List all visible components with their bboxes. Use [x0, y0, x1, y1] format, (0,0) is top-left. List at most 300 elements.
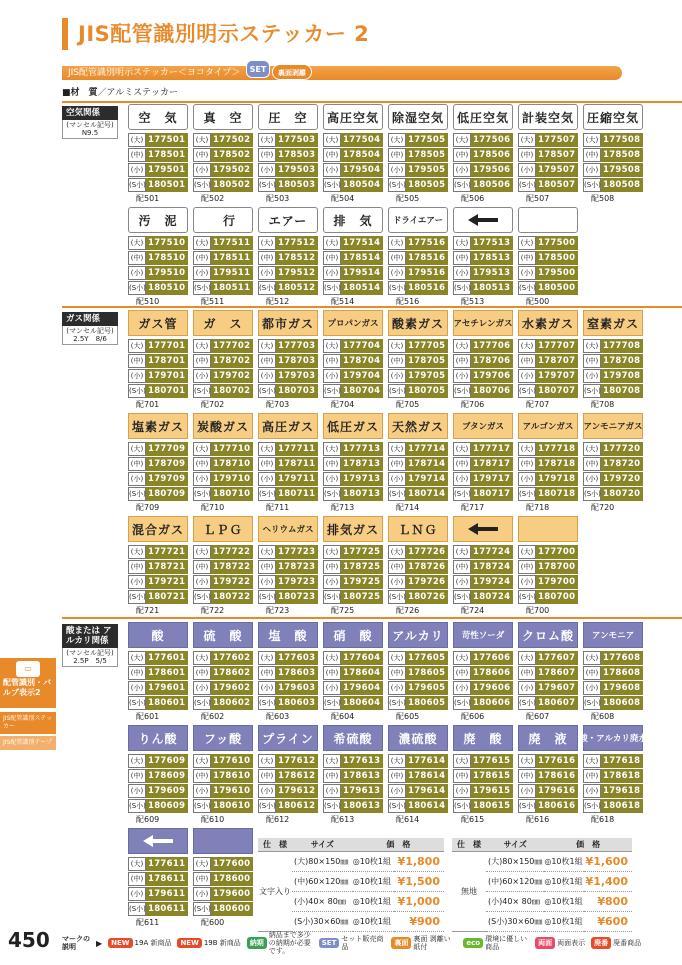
- sticker-item[interactable]: [388, 413, 448, 513]
- code-row: [323, 457, 383, 471]
- sticker-item[interactable]: [323, 104, 383, 204]
- product-code: 179702: [211, 369, 253, 383]
- size-label: (S小): [518, 178, 536, 192]
- sticker-item[interactable]: [453, 516, 513, 616]
- code-row: [258, 666, 318, 680]
- code-list: [583, 442, 643, 501]
- size-label: (中): [388, 251, 406, 265]
- qty-cell: ◎10枚1組: [544, 891, 584, 911]
- sticker-label: 低圧空気: [456, 110, 509, 125]
- code-row: [518, 681, 578, 695]
- hai-code: 配513: [461, 297, 485, 306]
- legend-item: [535, 937, 585, 949]
- sticker-label: 酸: [151, 628, 165, 643]
- product-code: 179505: [406, 163, 448, 177]
- product-code: 180725: [341, 590, 383, 604]
- product-code: 177614: [406, 754, 448, 768]
- sticker-item[interactable]: [128, 207, 188, 307]
- code-row: [583, 354, 643, 368]
- size-label: (中): [453, 148, 471, 162]
- product-code: 179613: [341, 784, 383, 798]
- size-label: (大): [388, 339, 406, 353]
- sticker-item[interactable]: [388, 104, 448, 204]
- sticker-item[interactable]: [518, 725, 578, 825]
- size-label: (S小): [388, 696, 406, 710]
- sticker-label: 都市ガス: [261, 316, 314, 331]
- code-row: [193, 487, 253, 501]
- price-cell: ¥600: [584, 911, 632, 931]
- sticker-item[interactable]: [583, 413, 643, 513]
- size-label: (小): [583, 472, 601, 486]
- code-row: [128, 902, 188, 916]
- size-label: (中): [583, 666, 601, 680]
- sticker-item[interactable]: [258, 516, 318, 616]
- size-label: (S小): [193, 799, 211, 813]
- size-label: (中): [323, 769, 341, 783]
- product-code: 178505: [406, 148, 448, 162]
- code-row: [323, 590, 383, 604]
- sticker-sign: [323, 516, 383, 542]
- sticker-sign: [388, 104, 448, 130]
- code-row: [518, 384, 578, 398]
- product-code: 179616: [536, 784, 578, 798]
- code-row: [453, 799, 513, 813]
- sticker-item[interactable]: [193, 310, 253, 410]
- code-list: [128, 754, 188, 813]
- product-code: 179707: [536, 369, 578, 383]
- size-label: (中): [583, 457, 601, 471]
- size-label: (S小): [258, 799, 276, 813]
- sticker-sign: [128, 207, 188, 233]
- size-label: (小): [128, 266, 146, 280]
- product-code: 180603: [276, 696, 318, 710]
- size-label: (S小): [388, 384, 406, 398]
- code-row: [388, 545, 448, 559]
- sticker-item[interactable]: [128, 828, 188, 928]
- size-label: (大): [323, 442, 341, 456]
- code-list: [453, 339, 513, 398]
- code-row: [258, 442, 318, 456]
- hai-code: 配709: [136, 503, 160, 512]
- product-code: 177726: [406, 545, 448, 559]
- sticker-sign: [579, 725, 647, 751]
- product-code: 177602: [211, 651, 253, 665]
- sticker-item[interactable]: [388, 725, 448, 825]
- code-row: [128, 696, 188, 710]
- size-label: (小): [128, 887, 146, 901]
- code-row: [128, 163, 188, 177]
- product-code: 180706: [471, 384, 513, 398]
- product-code: 179710: [211, 472, 253, 486]
- sidebar-link-sticker[interactable]: JIS配管識別ステッカー: [0, 712, 56, 734]
- size-label: (S小): [128, 902, 146, 916]
- size-label: (大): [388, 442, 406, 456]
- code-row: [258, 236, 318, 250]
- sticker-sign: [388, 516, 448, 542]
- size-label: (小): [583, 681, 601, 695]
- code-row: [453, 339, 513, 353]
- sticker-item[interactable]: [258, 310, 318, 410]
- code-row: [193, 857, 253, 871]
- size-label: (中): [193, 148, 211, 162]
- sticker-item[interactable]: [323, 725, 383, 825]
- product-code: 179507: [536, 163, 578, 177]
- sticker-item[interactable]: [193, 413, 253, 513]
- size-label: (中): [518, 560, 536, 574]
- code-row: [193, 560, 253, 574]
- sticker-item[interactable]: [518, 516, 578, 616]
- product-code: 178507: [536, 148, 578, 162]
- product-code: 178616: [536, 769, 578, 783]
- product-code: 179506: [471, 163, 513, 177]
- sticker-item[interactable]: [128, 104, 188, 204]
- arrow-left-icon: [468, 217, 498, 223]
- sticker-label: ガ ス: [203, 316, 243, 331]
- code-row: [388, 354, 448, 368]
- sticker-item[interactable]: [453, 725, 513, 825]
- product-code: 180503: [276, 178, 318, 192]
- hai-code: 配702: [201, 400, 225, 409]
- code-row: [583, 148, 643, 162]
- product-code: 178610: [211, 769, 253, 783]
- sticker-sign: [258, 622, 318, 648]
- sidebar-tab-label: 配管識別・バルブ表示2: [3, 678, 51, 697]
- sticker-label: 高圧空気: [326, 110, 379, 125]
- product-code: 179504: [341, 163, 383, 177]
- hai-code: 配604: [331, 712, 355, 721]
- sticker-item[interactable]: [453, 310, 513, 410]
- size-label: (S小): [323, 281, 341, 295]
- sticker-item[interactable]: [193, 207, 253, 307]
- code-row: [388, 681, 448, 695]
- code-row: [323, 666, 383, 680]
- sticker-item[interactable]: [518, 104, 578, 204]
- sticker-item[interactable]: [128, 413, 188, 513]
- hai-code: 配613: [331, 815, 355, 824]
- size-label: (S小): [453, 384, 471, 398]
- hai-code: 配725: [331, 606, 355, 615]
- legend-text: 両面表示: [557, 939, 586, 947]
- sticker-item[interactable]: [388, 622, 448, 722]
- size-label: (S小): [323, 384, 341, 398]
- code-row: [388, 666, 448, 680]
- sticker-item[interactable]: [323, 207, 383, 307]
- sticker-item[interactable]: [518, 310, 578, 410]
- product-code: 177503: [276, 133, 318, 147]
- size-label: (大): [193, 133, 211, 147]
- code-row: [388, 799, 448, 813]
- sticker-item[interactable]: [323, 516, 383, 616]
- size-label: (大): [323, 339, 341, 353]
- sticker-sign: [323, 725, 383, 751]
- sticker-item[interactable]: [388, 516, 448, 616]
- sticker-item[interactable]: [388, 310, 448, 410]
- code-row: [388, 251, 448, 265]
- hai-code: 配605: [396, 712, 420, 721]
- size-label: (小): [193, 575, 211, 589]
- size-label: (小): [258, 575, 276, 589]
- code-row: [453, 651, 513, 665]
- code-row: [193, 651, 253, 665]
- product-code: 177718: [536, 442, 578, 456]
- sticker-item[interactable]: [323, 622, 383, 722]
- sticker-item[interactable]: [258, 104, 318, 204]
- band-label: JIS配管識別明示ステッカー＜ヨコタイプ＞: [68, 68, 241, 78]
- size-label: (小): [583, 369, 601, 383]
- legend-badge: NEW: [108, 938, 132, 948]
- hai-code: 配610: [201, 815, 225, 824]
- sticker-item[interactable]: [579, 725, 647, 825]
- code-list: [258, 545, 318, 604]
- sticker-label: 計装空気: [521, 110, 574, 125]
- sticker-sign: [388, 413, 448, 439]
- sticker-item[interactable]: [193, 104, 253, 204]
- code-list: [453, 651, 513, 710]
- code-row: [453, 354, 513, 368]
- sticker-sign: [258, 516, 318, 542]
- code-list: [518, 442, 578, 501]
- sticker-item[interactable]: [193, 622, 253, 722]
- set-badge: SET: [246, 60, 270, 78]
- qty-cell: ◎10枚1組: [544, 851, 584, 871]
- sticker-sign: [128, 516, 188, 542]
- code-row: [583, 457, 643, 471]
- sticker-label: 混合ガス: [131, 522, 184, 537]
- sticker-item[interactable]: [128, 622, 188, 722]
- code-row: [323, 266, 383, 280]
- product-code: 178600: [211, 872, 253, 886]
- sticker-item[interactable]: [323, 310, 383, 410]
- product-code: 180507: [536, 178, 578, 192]
- size-label: (S小): [323, 590, 341, 604]
- product-code: 180606: [471, 696, 513, 710]
- product-code: 180721: [146, 590, 188, 604]
- sticker-label: 真 空: [203, 110, 243, 125]
- product-code: 180502: [211, 178, 253, 192]
- size-label: (大): [518, 545, 536, 559]
- sticker-item[interactable]: [583, 104, 643, 204]
- product-code: 178514: [341, 251, 383, 265]
- product-code: 179513: [471, 266, 513, 280]
- product-code: 179600: [211, 887, 253, 901]
- size-label: (大): [323, 133, 341, 147]
- code-row: [193, 369, 253, 383]
- product-code: 179612: [276, 784, 318, 798]
- size-label: (大): [453, 545, 471, 559]
- sticker-item[interactable]: [258, 622, 318, 722]
- size-label: (S小): [128, 178, 146, 192]
- size-label: (小): [323, 472, 341, 486]
- sidebar-link-tape[interactable]: JIS配管識別テープ: [0, 736, 56, 750]
- code-row: [518, 281, 578, 295]
- sticker-item[interactable]: [583, 622, 643, 722]
- product-code: 177506: [471, 133, 513, 147]
- product-code: 178726: [406, 560, 448, 574]
- hai-code: 配713: [331, 503, 355, 512]
- sticker-item[interactable]: [258, 413, 318, 513]
- code-row: [128, 148, 188, 162]
- sticker-item[interactable]: [128, 310, 188, 410]
- code-row: [388, 133, 448, 147]
- code-row: [258, 251, 318, 265]
- sticker-item[interactable]: [193, 725, 253, 825]
- size-label: (S小): [128, 696, 146, 710]
- size-label: (小): [128, 369, 146, 383]
- code-row: [453, 251, 513, 265]
- code-list: [323, 754, 383, 813]
- code-row: [453, 236, 513, 250]
- sticker-label: プロパンガス: [327, 319, 379, 329]
- size-label: (中): [323, 354, 341, 368]
- legend-badge: 両面: [535, 937, 555, 949]
- size-label: (小): [453, 575, 471, 589]
- code-list: [518, 754, 578, 813]
- product-code: 180510: [146, 281, 188, 295]
- code-row: [258, 754, 318, 768]
- code-row: [128, 487, 188, 501]
- code-row: [193, 575, 253, 589]
- product-code: 180614: [406, 799, 448, 813]
- code-row: [258, 545, 318, 559]
- hai-code: 配608: [591, 712, 615, 721]
- code-row: [258, 163, 318, 177]
- product-code: 179726: [406, 575, 448, 589]
- product-code: 179511: [211, 266, 253, 280]
- size-label: (大): [583, 754, 601, 768]
- code-row: [518, 266, 578, 280]
- size-label: (中): [193, 251, 211, 265]
- code-row: [518, 754, 578, 768]
- sticker-label: 廃 酸: [463, 731, 503, 746]
- product-code: 180613: [341, 799, 383, 813]
- size-label: (S小): [128, 799, 146, 813]
- sticker-sign: [258, 725, 318, 751]
- product-code: 178504: [341, 148, 383, 162]
- product-code: 179500: [536, 266, 578, 280]
- product-code: 179615: [471, 784, 513, 798]
- sticker-item[interactable]: [388, 207, 448, 307]
- size-label: (小): [323, 681, 341, 695]
- size-label: (大): [128, 857, 146, 871]
- product-code: 180608: [601, 696, 643, 710]
- sticker-item[interactable]: [453, 104, 513, 204]
- code-row: [323, 251, 383, 265]
- sticker-item[interactable]: [518, 413, 578, 513]
- category-title: ガス関係: [62, 312, 118, 326]
- code-row: [583, 681, 643, 695]
- sticker-item[interactable]: [128, 725, 188, 825]
- code-row: [193, 902, 253, 916]
- sticker-item[interactable]: [193, 828, 253, 928]
- sticker-item[interactable]: [258, 207, 318, 307]
- product-code: 179601: [146, 681, 188, 695]
- sticker-label: プライン: [262, 731, 314, 746]
- size-label: (小): [518, 681, 536, 695]
- size-label: (中): [323, 148, 341, 162]
- size-cell: (中)60×120㎜: [486, 871, 544, 891]
- hai-code: 配606: [461, 712, 485, 721]
- product-code: 177703: [276, 339, 318, 353]
- sticker-item[interactable]: [258, 725, 318, 825]
- hai-code: 配510: [136, 297, 160, 306]
- hai-code: 配611: [136, 918, 160, 927]
- sticker-label: ＬＮＧ: [398, 522, 438, 537]
- code-list: [453, 133, 513, 192]
- sticker-item[interactable]: [453, 413, 513, 513]
- sticker-sign: [128, 104, 188, 130]
- hai-code: 配502: [201, 194, 225, 203]
- size-cell: (大)80×150㎜: [486, 851, 544, 871]
- product-code: 178704: [341, 354, 383, 368]
- size-label: (中): [128, 666, 146, 680]
- sidebar-tab[interactable]: [0, 658, 56, 708]
- sticker-label: 排気ガス: [326, 522, 379, 537]
- size-label: (中): [453, 354, 471, 368]
- product-code: 179618: [601, 784, 643, 798]
- sticker-item[interactable]: [518, 622, 578, 722]
- code-row: [193, 251, 253, 265]
- product-code: 177722: [211, 545, 253, 559]
- code-list: [323, 339, 383, 398]
- product-code: 177725: [341, 545, 383, 559]
- product-code: 177611: [146, 857, 188, 871]
- code-row: [323, 769, 383, 783]
- code-row: [258, 354, 318, 368]
- code-row: [518, 487, 578, 501]
- code-row: [128, 887, 188, 901]
- sticker-label: 低圧ガス: [326, 419, 379, 434]
- sticker-item[interactable]: [128, 516, 188, 616]
- legend-text: 19A 新商品: [134, 939, 172, 947]
- code-row: [518, 236, 578, 250]
- size-label: (S小): [193, 178, 211, 192]
- product-code: 178613: [341, 769, 383, 783]
- product-code: 177513: [471, 236, 513, 250]
- size-cell: (大)80×150㎜: [292, 851, 353, 871]
- sticker-item[interactable]: [453, 207, 513, 307]
- page-title: JIS配管識別明示ステッカー 2: [62, 18, 369, 50]
- code-row: [453, 560, 513, 574]
- size-label: (大): [323, 651, 341, 665]
- hai-code: 配514: [331, 297, 355, 306]
- product-code: 177616: [536, 754, 578, 768]
- sticker-item[interactable]: [583, 310, 643, 410]
- product-code: 177514: [341, 236, 383, 250]
- size-label: (中): [388, 769, 406, 783]
- hai-code: 配711: [266, 503, 290, 512]
- sticker-item[interactable]: [323, 413, 383, 513]
- sticker-label: 窒素ガス: [586, 316, 639, 331]
- product-code: 179720: [601, 472, 643, 486]
- code-list: [128, 857, 188, 916]
- sticker-item[interactable]: [518, 207, 578, 307]
- product-code: 180602: [211, 696, 253, 710]
- price-cell: ¥1,400: [584, 871, 632, 891]
- sticker-sign: [193, 828, 253, 854]
- size-label: (小): [388, 163, 406, 177]
- sticker-item[interactable]: [193, 516, 253, 616]
- size-label: (S小): [258, 696, 276, 710]
- code-row: [583, 784, 643, 798]
- code-row: [388, 384, 448, 398]
- product-code: 178506: [471, 148, 513, 162]
- code-row: [583, 133, 643, 147]
- size-label: (中): [258, 354, 276, 368]
- product-code: 178618: [601, 769, 643, 783]
- code-row: [323, 281, 383, 295]
- page-number: 450: [8, 928, 50, 952]
- sticker-item[interactable]: [453, 622, 513, 722]
